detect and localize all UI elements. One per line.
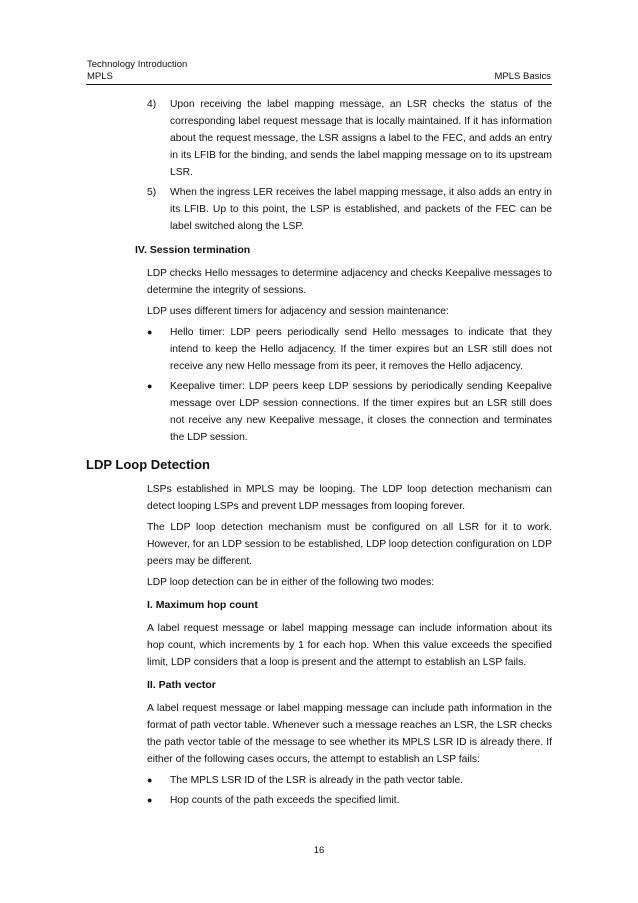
bullet-text: Hop counts of the path exceeds the specified limit. (170, 795, 400, 806)
bullet-text: Hello timer: LDP peers periodically send Hello messages to indicate that they intend to keep the Hello adjacency. If the timer expires but an LSR still does not receive any new Hello message from its peer, it removes the Hello adjacency. (170, 327, 552, 372)
step-item (0, 96, 638, 181)
paragraph: LSPs established in MPLS may be looping. The LDP loop detection mechanism can detect looping LSPs and prevent LDP messages from looping forever. (147, 484, 552, 512)
header-line (87, 71, 551, 82)
step-number: 5) (147, 187, 157, 198)
page-body (0, 96, 638, 812)
step-text: When the ingress LER receives the label mapping message, it also adds an entry in its LFIB. Up to this point, the LSP is established, and packets of the FEC can be label switched along the LSP. (170, 187, 552, 232)
paragraph: The LDP loop detection mechanism must be configured on all LSR for it to work. However, for an LDP session to be established, LDP loop detection configuration on LDP peers may be different. (147, 522, 552, 567)
section-heading-ldp-loop-detection: LDP Loop Detection (86, 457, 210, 472)
header-left: MPLS (87, 71, 113, 82)
bullet-icon: ● (147, 381, 153, 391)
bullet-icon: ● (147, 775, 153, 785)
bullet-text: The MPLS LSR ID of the LSR is already in the path vector table. (170, 775, 464, 786)
paragraph: A label request message or label mapping message can include path information in the format of path vector table. Whenever such a message reaches an LSR, the LSR checks the path vector table of the message to see whether its MPLS LSR ID is already there. If either of the following cases occurs, the attempt to establish an LSP fails: (147, 703, 552, 765)
page-number: 16 (313, 845, 325, 856)
subheading-max-hop-count: I. Maximum hop count (147, 599, 258, 611)
header-right: MPLS Basics (494, 71, 551, 82)
paragraph: A label request message or label mapping message can include information about its hop count, which increments by 1 for each hop. When this value exceeds the specified limit, LDP considers that a loop is present and the attempt to establish an LSP fails. (147, 623, 552, 668)
bullet-item (0, 772, 638, 789)
bullet-icon: ● (147, 327, 153, 337)
step-item (0, 184, 638, 235)
step-text: Upon receiving the label mapping message, an LSR checks the status of the corresponding label request message that is locally maintained. If it has information about the request message, the LSR assigns a label to the FEC, and adds an entry in its LFIB for the binding, and sends the label mapping message on to its upstream LSR. (170, 99, 552, 178)
paragraph: LDP loop detection can be in either of the following two modes: (147, 577, 435, 588)
bullet-icon: ● (147, 795, 153, 805)
bullet-item (0, 792, 638, 809)
subheading-path-vector: II. Path vector (147, 679, 216, 691)
bullet-text: Keepalive timer: LDP peers keep LDP sessions by periodically sending Keepalive message over LDP session connections. If the timer expires but an LSR still does not receive any new Keepalive message, it closes the connection and terminates the LDP session. (170, 381, 552, 443)
section-heading-session-termination: IV. Session termination (135, 244, 251, 256)
paragraph: LDP checks Hello messages to determine adjacency and checks Keepalive messages to determine the integrity of sessions. (147, 268, 552, 296)
step-number: 4) (147, 99, 157, 110)
paragraph: LDP uses different timers for adjacency and session maintenance: (147, 306, 449, 317)
bullet-item (0, 378, 638, 446)
header-title: Technology Introduction (87, 59, 188, 70)
bullet-item (0, 324, 638, 375)
header-rule (86, 84, 552, 85)
